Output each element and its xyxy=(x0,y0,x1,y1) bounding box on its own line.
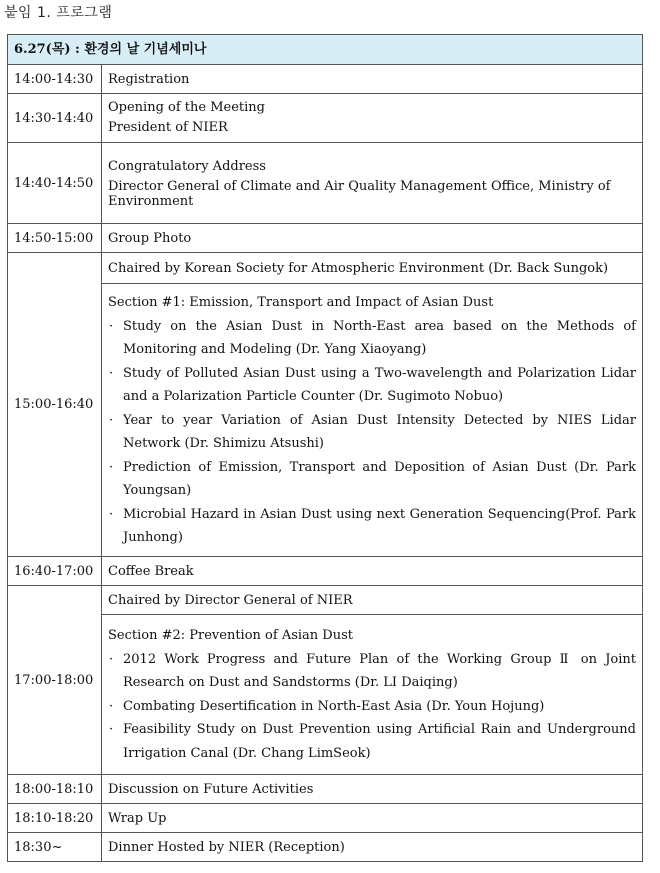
program-table xyxy=(7,34,643,862)
list-item: · Microbial Hazard in Asian Dust using next Generation Sequencing(Prof. Park Junhong) xyxy=(108,503,636,550)
table-row xyxy=(8,586,643,615)
list-item: · Study of Polluted Asian Dust using a Two-wavelength and Polarization Lidar and a Polarization Particle Counter (Dr. Sugimoto Nobuo) xyxy=(108,362,636,409)
table-row xyxy=(8,615,643,775)
table-row xyxy=(8,557,643,586)
time-cell: 18:30~ xyxy=(8,833,102,862)
session-cell xyxy=(102,284,643,557)
table-row xyxy=(8,143,643,224)
activity-cell: Coffee Break xyxy=(102,557,643,586)
time-cell: 17:00-18:00 xyxy=(8,586,102,775)
activity-cell xyxy=(102,224,643,253)
table-row xyxy=(8,94,643,143)
time-cell: 16:40-17:00 xyxy=(8,557,102,586)
table-row xyxy=(8,804,643,833)
list-item: · Feasibility Study on Dust Prevention using Artificial Rain and Underground Irrigation Canal (Dr. Chang LimSeok) xyxy=(108,718,636,765)
table-row xyxy=(8,775,643,804)
activity-cell: Dinner Hosted by NIER (Reception) xyxy=(102,833,643,862)
seminar-title: 6.27(목) : 환경의 날 기념세미나 xyxy=(8,35,643,65)
list-item: · Study on the Asian Dust in North-East area based on the Methods of Monitoring and Modeling (Dr. Yang Xiaoyang) xyxy=(108,315,636,362)
activity-cell xyxy=(102,143,643,224)
section-title: Section #2: Prevention of Asian Dust xyxy=(108,627,353,643)
table-header-row xyxy=(8,35,643,65)
time-cell: 18:00-18:10 xyxy=(8,775,102,804)
activity-cell xyxy=(102,94,643,143)
table-row xyxy=(8,65,643,94)
chair-cell: Chaired by Korean Society for Atmospheric Environment (Dr. Back Sungok) xyxy=(102,253,643,284)
list-item: · Prediction of Emission, Transport and Deposition of Asian Dust (Dr. Park Youngsan) xyxy=(108,456,636,503)
activity-cell: Discussion on Future Activities xyxy=(102,775,643,804)
talk-list xyxy=(108,315,636,550)
section-title: Section #1: Emission, Transport and Impact of Asian Dust xyxy=(108,294,494,310)
activity-text: Director General of Climate and Air Quality Management Office, Ministry of Environment xyxy=(108,179,611,209)
activity-text: Opening of the Meeting xyxy=(108,100,265,115)
list-item: · Year to year Variation of Asian Dust Intensity Detected by NIES Lidar Network (Dr. Shimizu Atsushi) xyxy=(108,409,636,456)
list-item: · 2012 Work Progress and Future Plan of the Working Group Ⅱ on Joint Research on Dust and Sandstorms (Dr. LI Daiqing) xyxy=(108,648,636,695)
time-cell: 14:40-14:50 xyxy=(8,143,102,224)
time-cell: 14:30-14:40 xyxy=(8,94,102,143)
session-cell xyxy=(102,615,643,775)
time-cell: 15:00-16:40 xyxy=(8,253,102,557)
table-row xyxy=(8,224,643,253)
time-cell: 14:50-15:00 xyxy=(8,224,102,253)
activity-cell xyxy=(102,65,643,94)
chair-cell: Chaired by Director General of NIER xyxy=(102,586,643,615)
activity-cell: Wrap Up xyxy=(102,804,643,833)
activity-text: Registration xyxy=(108,71,190,87)
document-caption: 붙임 1. 프로그램 xyxy=(4,5,113,21)
table-row xyxy=(8,253,643,284)
table-row xyxy=(8,833,643,862)
activity-text: Congratulatory Address xyxy=(108,159,266,174)
table-row xyxy=(8,284,643,557)
time-cell: 14:00-14:30 xyxy=(8,65,102,94)
activity-text: Group Photo xyxy=(108,230,192,246)
list-item: · Combating Desertification in North-East Asia (Dr. Youn Hojung) xyxy=(108,695,636,719)
talk-list xyxy=(108,648,636,766)
time-cell: 18:10-18:20 xyxy=(8,804,102,833)
activity-text: President of NIER xyxy=(108,120,228,135)
